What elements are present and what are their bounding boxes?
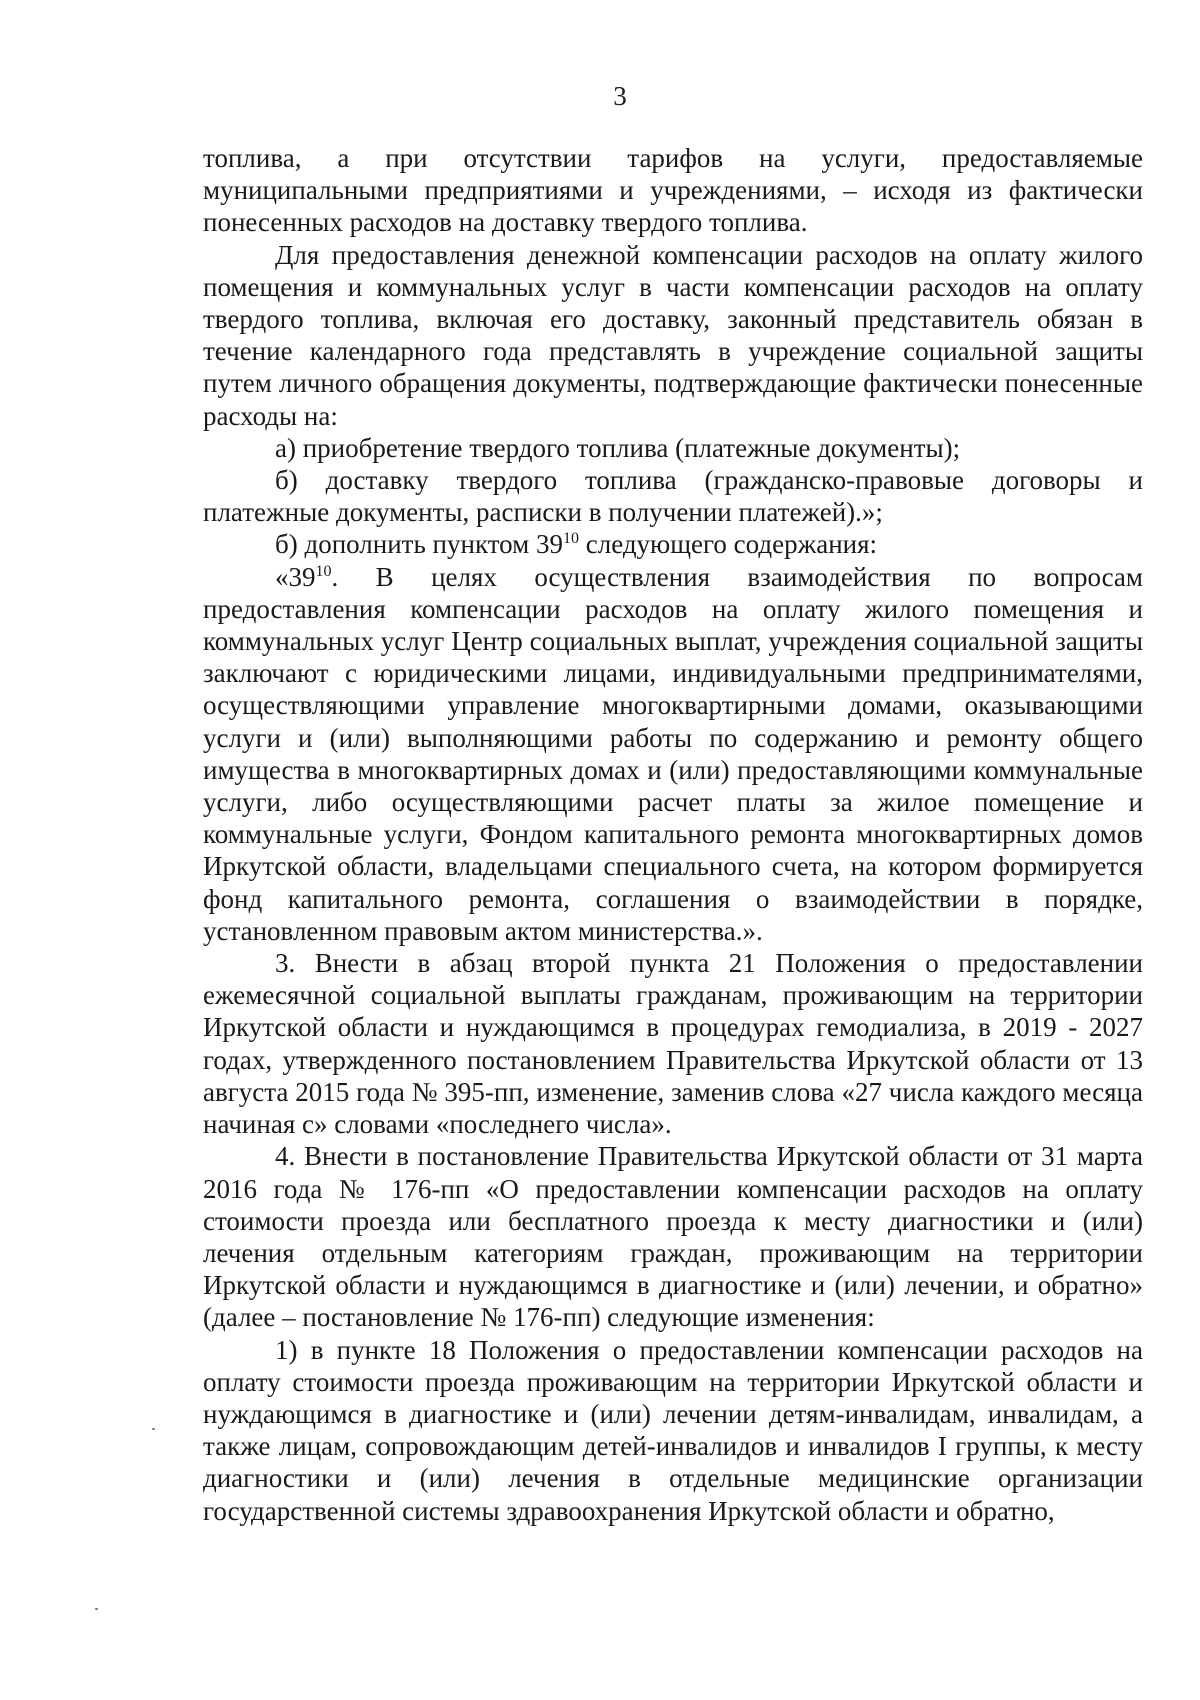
- text-fragment: «39: [275, 561, 316, 592]
- page-number: 3: [613, 81, 627, 111]
- paragraph-subitem-1-point-18: 1) в пункте 18 Положения о предоставлении компенсации расходов на оплату стоимости проезда проживающим на территории Иркутской области и нуждающимся в диагностике и (или) лечении детям-инвалидам, инвалидам, а также лицам, сопровождающим детей-инвалидов и инвалидов I группы, к месту диагностики и (или) лечения в отдельные медицинские организации государственной системы здравоохранения Иркутской области и обратно,: [203, 1334, 1143, 1526]
- scan-artifact: [95, 1608, 98, 1610]
- list-item-b-fuel-delivery: б) доставку твердого топлива (гражданско-правовые договоры и платежные документы, расписки в получении платежей).»;: [203, 465, 1143, 528]
- paragraph-item-3-hemodialysis: 3. Внести в абзац второй пункта 21 Положения о предоставлении ежемесячной социальной выплаты гражданам, проживающим на территории Иркутской области и нуждающимся в процедурах гемодиализа, в 2019 - 2027 годах, утвержденного постановлением Правительства Иркутской области от 13 августа 2015 года № 395-пп, изменение, заменив слова «27 числа каждого месяца начиная с» словами «последнего числа».: [203, 948, 1143, 1140]
- paragraph-item-4-resolution-176: 4. Внести в постановление Правительства Иркутской области от 31 марта 2016 года № 176-пп «О предоставлении компенсации расходов на оплату стоимости проезда или бесплатного проезда к месту диагностики и (или) лечения отдельным категориям граждан, проживающим на территории Иркутской области и нуждающимся в диагностике и (или) лечении, и обратно» (далее – постановление № 176-пп) следующие изменения:: [203, 1141, 1143, 1333]
- paragraph-compensation-documents: Для предоставления денежной компенсации расходов на оплату жилого помещения и коммунальных услуг в части компенсации расходов на оплату твердого топлива, включая его доставку, законный представитель обязан в течение календарного года представлять в учреждение социальной защиты путем личного обращения документы, подтверждающие фактически понесенные расходы на:: [203, 239, 1143, 431]
- text-fragment: следующего содержания:: [578, 529, 878, 560]
- document-body: [203, 142, 1143, 1527]
- superscript: 10: [562, 530, 579, 548]
- text-fragment: б) дополнить пунктом 39: [275, 529, 563, 560]
- scan-artifact: [152, 1428, 155, 1430]
- paragraph-point-39-10: [203, 561, 1143, 947]
- superscript: 10: [315, 562, 332, 580]
- list-item-a-fuel-purchase: а) приобретение твердого топлива (платежные документы);: [275, 432, 961, 463]
- text-fragment: . В целях осуществления взаимодействия по вопросам предоставления компенсации расходов на оплату жилого помещения и коммунальных услуг Центр социальных выплат, учреждения социальной защиты заключают с юридическими лицами, индивидуальными предпринимателями, осуществляющими управление многоквартирными домами, оказывающими услуги и (или) выполняющими работы по содержанию и ремонту общего имущества в многоквартирных домах и (или) предоставляющими коммунальные услуги, либо осуществляющими расчет платы за жилое помещение и коммунальные услуги, Фондом капитального ремонта многоквартирных домов Иркутской области, владельцами специального счета, на котором формируется фонд капитального ремонта, соглашения о взаимодействии в порядке, установленном правовым актом министерства.».: [203, 561, 1143, 946]
- paragraph-add-point-39-10: [203, 528, 1143, 560]
- paragraph-fuel-tariffs: топлива, а при отсутствии тарифов на услуги, предоставляемые муниципальными предприятиями и учреждениями, – исходя из фактически понесенных расходов на доставку твердого топлива.: [203, 143, 1143, 238]
